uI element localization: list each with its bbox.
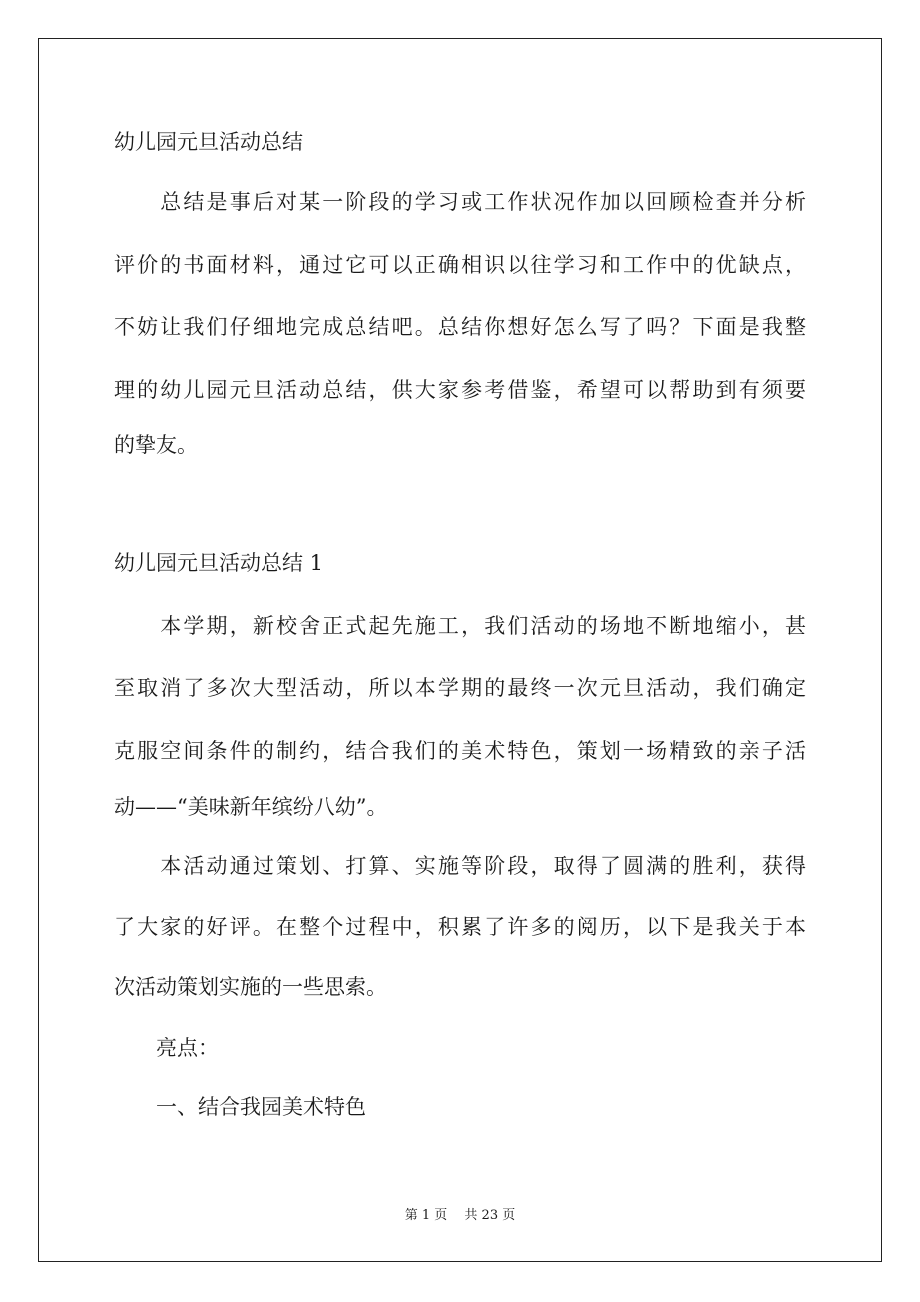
para1-line-1: 本学期，新校舍正式起先施工，我们活动的场地不断地缩小，甚 [114,614,806,638]
highlights-label: 亮点： [114,1036,219,1060]
section-heading: 幼儿园元旦活动总结 1 [114,551,324,575]
page-number-label: 第 1 页 共 23 页 [404,1208,516,1223]
intro-line-5: 的挚友。 [114,433,198,457]
intro-line-4: 理的幼儿园元旦活动总结，供大家参考借鉴，希望可以帮助到有须要 [114,378,806,402]
para2-line-2: 了大家的好评。在整个过程中，积累了许多的阅历，以下是我关于本 [114,915,806,939]
para1-line-2: 至取消了多次大型活动，所以本学期的最终一次元旦活动，我们确定 [114,676,806,700]
highlight-item-1: 一、结合我园美术特色 [114,1095,366,1119]
intro-line-3: 不妨让我们仔细地完成总结吧。总结你想好怎么写了吗？下面是我整 [114,315,806,339]
page-footer [0,1207,920,1225]
para1-line-4: 动——“美味新年缤纷八幼”。 [114,795,388,819]
para2-line-1: 本活动通过策划、打算、实施等阶段，取得了圆满的胜利，获得 [114,854,806,878]
para2-line-3: 次活动策划实施的一些思索。 [114,975,387,999]
intro-line-2: 评价的书面材料，通过它可以正确相识以往学习和工作中的优缺点， [114,253,806,277]
document-title: 幼儿园元旦活动总结 [114,130,303,154]
page-border [38,38,882,1262]
para1-line-3: 克服空间条件的制约，结合我们的美术特色，策划一场精致的亲子活 [114,739,806,763]
intro-line-1: 总结是事后对某一阶段的学习或工作状况作加以回顾检查并分析 [114,190,806,214]
